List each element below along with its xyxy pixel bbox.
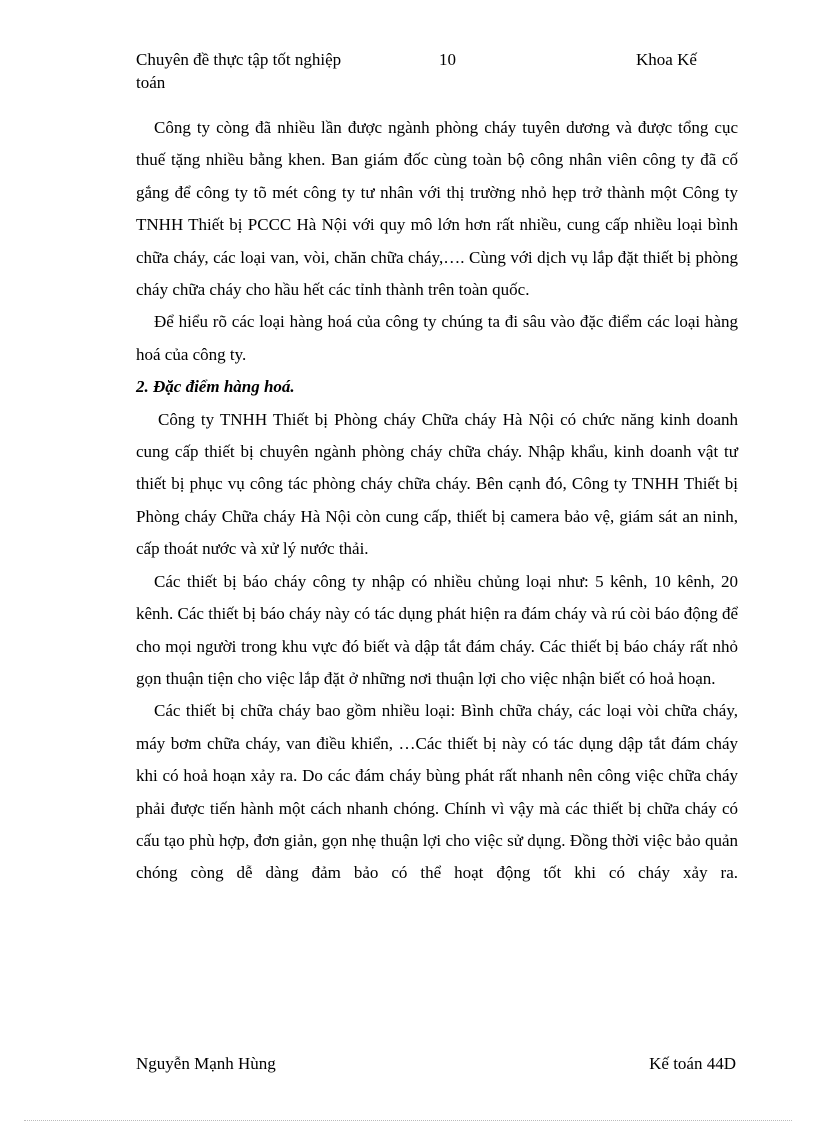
paragraph-company-awards: Công ty còng đã nhiều lần được ngành phòng cháy tuyên dương và được tổng cục thuế tặng nhiều bằng khen. Ban giám đốc cùng toàn bộ công nhân viên công ty đã cố gắng để công ty tõ mét công ty tư nhân với thị trường nhỏ hẹp trở thành một Công ty TNHH Thiết bị PCCC Hà Nội với quy mô lớn hơn rất nhiều, cung cấp nhiều loại bình chữa cháy, các loại van, vòi, chăn chữa cháy,…. Cùng với dịch vụ lắp đặt thiết bị phòng cháy chữa cháy cho hầu hết các tỉnh thành trên toàn quốc. <box>136 118 738 300</box>
document-body <box>136 112 738 890</box>
header-title: Chuyên đề thực tập tốt nghiệp <box>136 50 342 69</box>
page-bottom-border <box>24 1120 792 1121</box>
footer-class: Kế toán 44D <box>649 1054 736 1073</box>
paragraph-fire-alarm-devices: Các thiết bị báo cháy công ty nhập có nhiều chủng loại như: 5 kênh, 10 kênh, 20 kênh. Các thiết bị báo cháy này có tác dụng phát hiện ra đám cháy và rú còi báo động để cho mọi người trong khu vực đó biết và dập tắt đám cháy. Các thiết bị báo cháy rất nhỏ gọn thuận tiện cho việc lắp đặt ở những nơi thuận lợi cho việc nhận biết có hoả hoạn. <box>136 571 738 688</box>
paragraph-company-function: Công ty TNHH Thiết bị Phòng cháy Chữa cháy Hà Nội có chức năng kinh doanh cung cấp thiết bị chuyên ngành phòng cháy chữa cháy. Nhập khẩu, kinh doanh vật tư thiết bị phục vụ công tác phòng cháy chữa cháy. Bên cạnh đó, Công ty TNHH Thiết bị Phòng cháy Chữa cháy Hà Nội còn cung cấp, thiết bị camera bảo vệ, giám sát an ninh, cấp thoát nước và xử lý nước thải. <box>136 409 738 559</box>
header-department: Khoa Kế <box>636 50 697 69</box>
footer-author: Nguyễn Mạnh Hùng <box>136 1054 276 1073</box>
paragraph-intro-goods: Để hiểu rõ các loại hàng hoá của công ty chúng ta đi sâu vào đặc điểm các loại hàng hoá của công ty. <box>136 312 738 364</box>
section-heading: 2. Đặc điểm hàng hoá. <box>136 377 295 397</box>
paragraph-fire-fighting-devices: Các thiết bị chữa cháy bao gồm nhiều loại: Bình chữa cháy, các loại vòi chữa cháy, máy bơm chữa cháy, van điều khiển, …Các thiết bị này có tác dụng dập tắt đám cháy khi có hoả hoạn xảy ra. Do các đám cháy bùng phát rất nhanh nên công việc chữa cháy phải được tiến hành một cách nhanh chóng. Chính vì vậy mà các thiết bị chữa cháy có cấu tạo phù hợp, đơn giản, gọn nhẹ thuận lợi cho việc sử dụng. Đồng thời việc bảo quản chóng còng dễ dàng đảm bảo có thể hoạt động tốt khi có cháy xảy ra. <box>136 701 738 883</box>
header-title-continued: toán <box>136 73 166 92</box>
page-number: 10 <box>439 50 456 69</box>
